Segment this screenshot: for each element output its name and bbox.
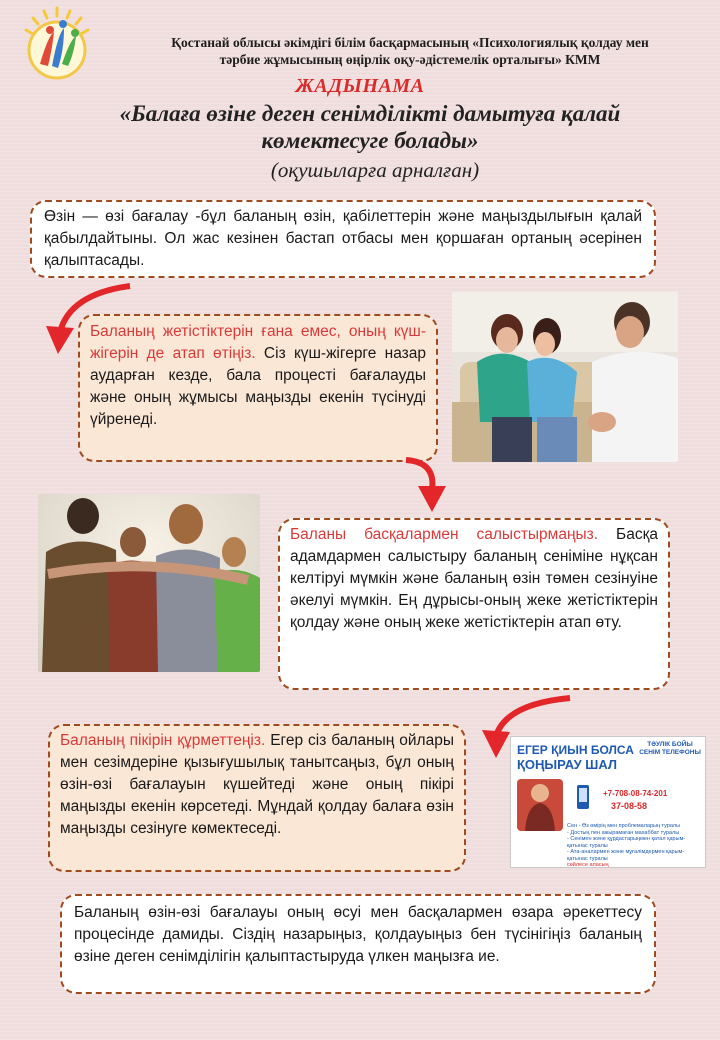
- helpline-poster: [510, 736, 706, 868]
- intro-box: [30, 200, 656, 278]
- poster-footer: [567, 823, 703, 869]
- organization-name-line2: тәрбие жұмысының өңірлік оқу-әдістемелік орталығы» КММ: [219, 52, 601, 67]
- poster-side-title: ТӘУЛІК БОЙЫ СЕНІМ ТЕЛЕФОНЫ: [639, 741, 701, 756]
- page-title: «Балаға өзіне деген сенімділікті дамытуға қалай көмектесуге болады»: [119, 101, 621, 153]
- tip-respect-text: Егер сіз баланың ойлары мен сезімдеріне қызығушылық танытсаңыз, бұл оның өзін-өзі бағалауын күшейтеді және оның пікірі маңызды екенін көрсетеді. Мұндай қолдау балаға өзін маңызды сезінуге көмектеседі.: [60, 732, 454, 837]
- organization-name-line1: Қостанай облысы әкімдігі білім басқармасының «Психологиялық қолдау мен: [171, 35, 649, 50]
- tip-compare-highlight: Баланы басқалармен салыстырмаңыз.: [290, 526, 599, 543]
- organization-name: [110, 34, 710, 68]
- phone-icon: [569, 783, 597, 811]
- conclusion-text: Баланың өзін-өзі бағалауы оның өсуі мен басқалармен өзара әрекеттесу процесінде дамиды. Сіздің назарыңыз, қолдауыңыз бен түсінігіңіз баланың өзіне деген сенімділігін қалыптастыруда үлкен маңызға ие.: [74, 904, 642, 965]
- poster-footer-line3: - Сенімен және құрдастарыңмен қатал қарым-қатынас туралы: [567, 836, 686, 849]
- family-hug-photo: [452, 292, 678, 462]
- child-figure-icon: [517, 779, 563, 831]
- poster-line2: ҚОҢЫРАУ ШАЛ: [517, 757, 618, 772]
- memo-heading: ЖАДЫНАМА: [295, 75, 425, 97]
- intro-text: Өзін — өзі бағалау -бұл баланың өзін, қабілеттерін және маңыздылығын қалай қабылдайтыны. Ол жас кезінен бастап отбасы мен қоршаған ортаның әсерінен қалыптасады.: [44, 208, 642, 269]
- tip-effort-highlight: Баланың жетістіктерін ғана емес, оның күш-жігерін де атап өтіңіз.: [90, 323, 426, 362]
- poster-footer-line1: Сен - Өз өмірің мен проблемаларың туралы: [567, 823, 681, 829]
- organization-logo: [18, 6, 96, 84]
- tip-effort-box: [78, 314, 438, 462]
- page-subtitle: (оқушыларға арналған): [270, 158, 480, 182]
- poster-phone1: +7-708-08-74-201: [603, 789, 668, 798]
- poster-footer-line4: - Ата-аналармен және мұғалімдермен қарым-қатынас туралы: [567, 849, 685, 862]
- conclusion-box: [60, 894, 656, 994]
- group-hug-photo: [38, 494, 260, 672]
- tip-compare-box: [278, 518, 670, 690]
- tip-respect-highlight: Баланың пікірін құрметтеңіз.: [60, 732, 266, 749]
- poster-phone2: 37-08-58: [611, 801, 648, 811]
- curved-arrow-2: [400, 440, 460, 520]
- poster-footer-line5: сөйлесе аласың: [567, 862, 609, 868]
- tip-compare-text: Басқа адамдармен салыстыру баланың сеніміне нұқсан келтіруі мүмкін және баланың өзін төмен сезінуіне әкелуі мүмкін. Ең дұрысы-оның жеке жетістіктерін қолдау және оның жеке жетістіктерін атап өту.: [290, 526, 658, 631]
- poster-line1: ЕГЕР ҚИЫН БОЛСА: [517, 743, 634, 757]
- poster-footer-line2: - Достың пен ажырамаған махаббат туралы: [567, 829, 680, 836]
- tip-respect-box: [48, 724, 466, 872]
- tip-effort-text: Сіз күш-жігерге назар аударған кезде, бала процесті бағалауды және оның жұмысы маңызды екенін түсінуді үйренеді.: [90, 345, 426, 428]
